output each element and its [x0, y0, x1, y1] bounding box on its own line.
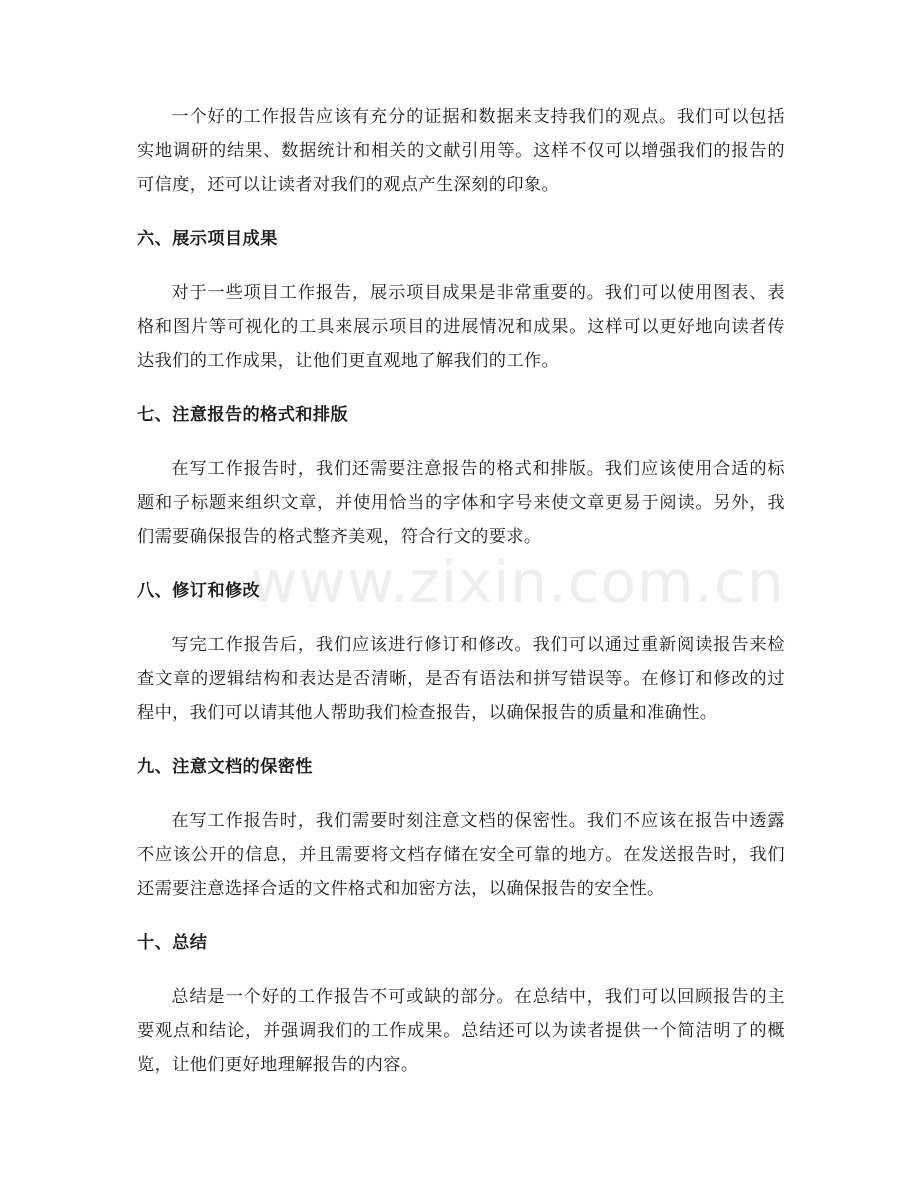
section-heading-6: 六、展示项目成果 — [137, 229, 278, 249]
section-body-7: 在写工作报告时，我们还需要注意报告的格式和排版。我们应该使用合适的标题和子标题来组织文章，并使用恰当的字体和字号来使文章更易于阅读。另外，我们需要确保报告的格式整齐美观，符合行文的要求。 — [137, 459, 785, 547]
section-body-6: 对于一些项目工作报告，展示项目成果是非常重要的。我们可以使用图表、表格和图片等可视化的工具来展示项目的进展情况和成果。这样可以更好地向读者传达我们的工作成果，让他们更直观地了解我们的工作。 — [137, 283, 785, 371]
section-body-8: 写完工作报告后，我们应该进行修订和修改。我们可以通过重新阅读报告来检查文章的逻辑结构和表达是否清晰，是否有语法和拼写错误等。在修订和修改的过程中，我们可以请其他人帮助我们检查报告，以确保报告的质量和准确性。 — [137, 635, 785, 723]
document-body — [137, 100, 785, 1082]
watermark: www.zixin.com.cn — [250, 548, 785, 616]
section-body-9: 在写工作报告时，我们需要时刻注意文档的保密性。我们不应该在报告中透露不应该公开的信息，并且需要将文档存储在安全可靠的地方。在发送报告时，我们还需要注意选择合适的文件格式和加密方法，以确保报告的安全性。 — [137, 811, 785, 899]
section-heading-10: 十、总结 — [137, 933, 208, 953]
section-heading-9: 九、注意文档的保密性 — [137, 757, 313, 777]
section-body-10: 总结是一个好的工作报告不可或缺的部分。在总结中，我们可以回顾报告的主要观点和结论，并强调我们的工作成果。总结还可以为读者提供一个简洁明了的概览，让他们更好地理解报告的内容。 — [137, 987, 785, 1075]
intro-paragraph: 一个好的工作报告应该有充分的证据和数据来支持我们的观点。我们可以包括实地调研的结果、数据统计和相关的文献引用等。这样不仅可以增强我们的报告的可信度，还可以让读者对我们的观点产生深刻的印象。 — [137, 107, 785, 195]
section-heading-7: 七、注意报告的格式和排版 — [137, 405, 349, 425]
section-heading-8: 八、修订和修改 — [137, 581, 261, 601]
